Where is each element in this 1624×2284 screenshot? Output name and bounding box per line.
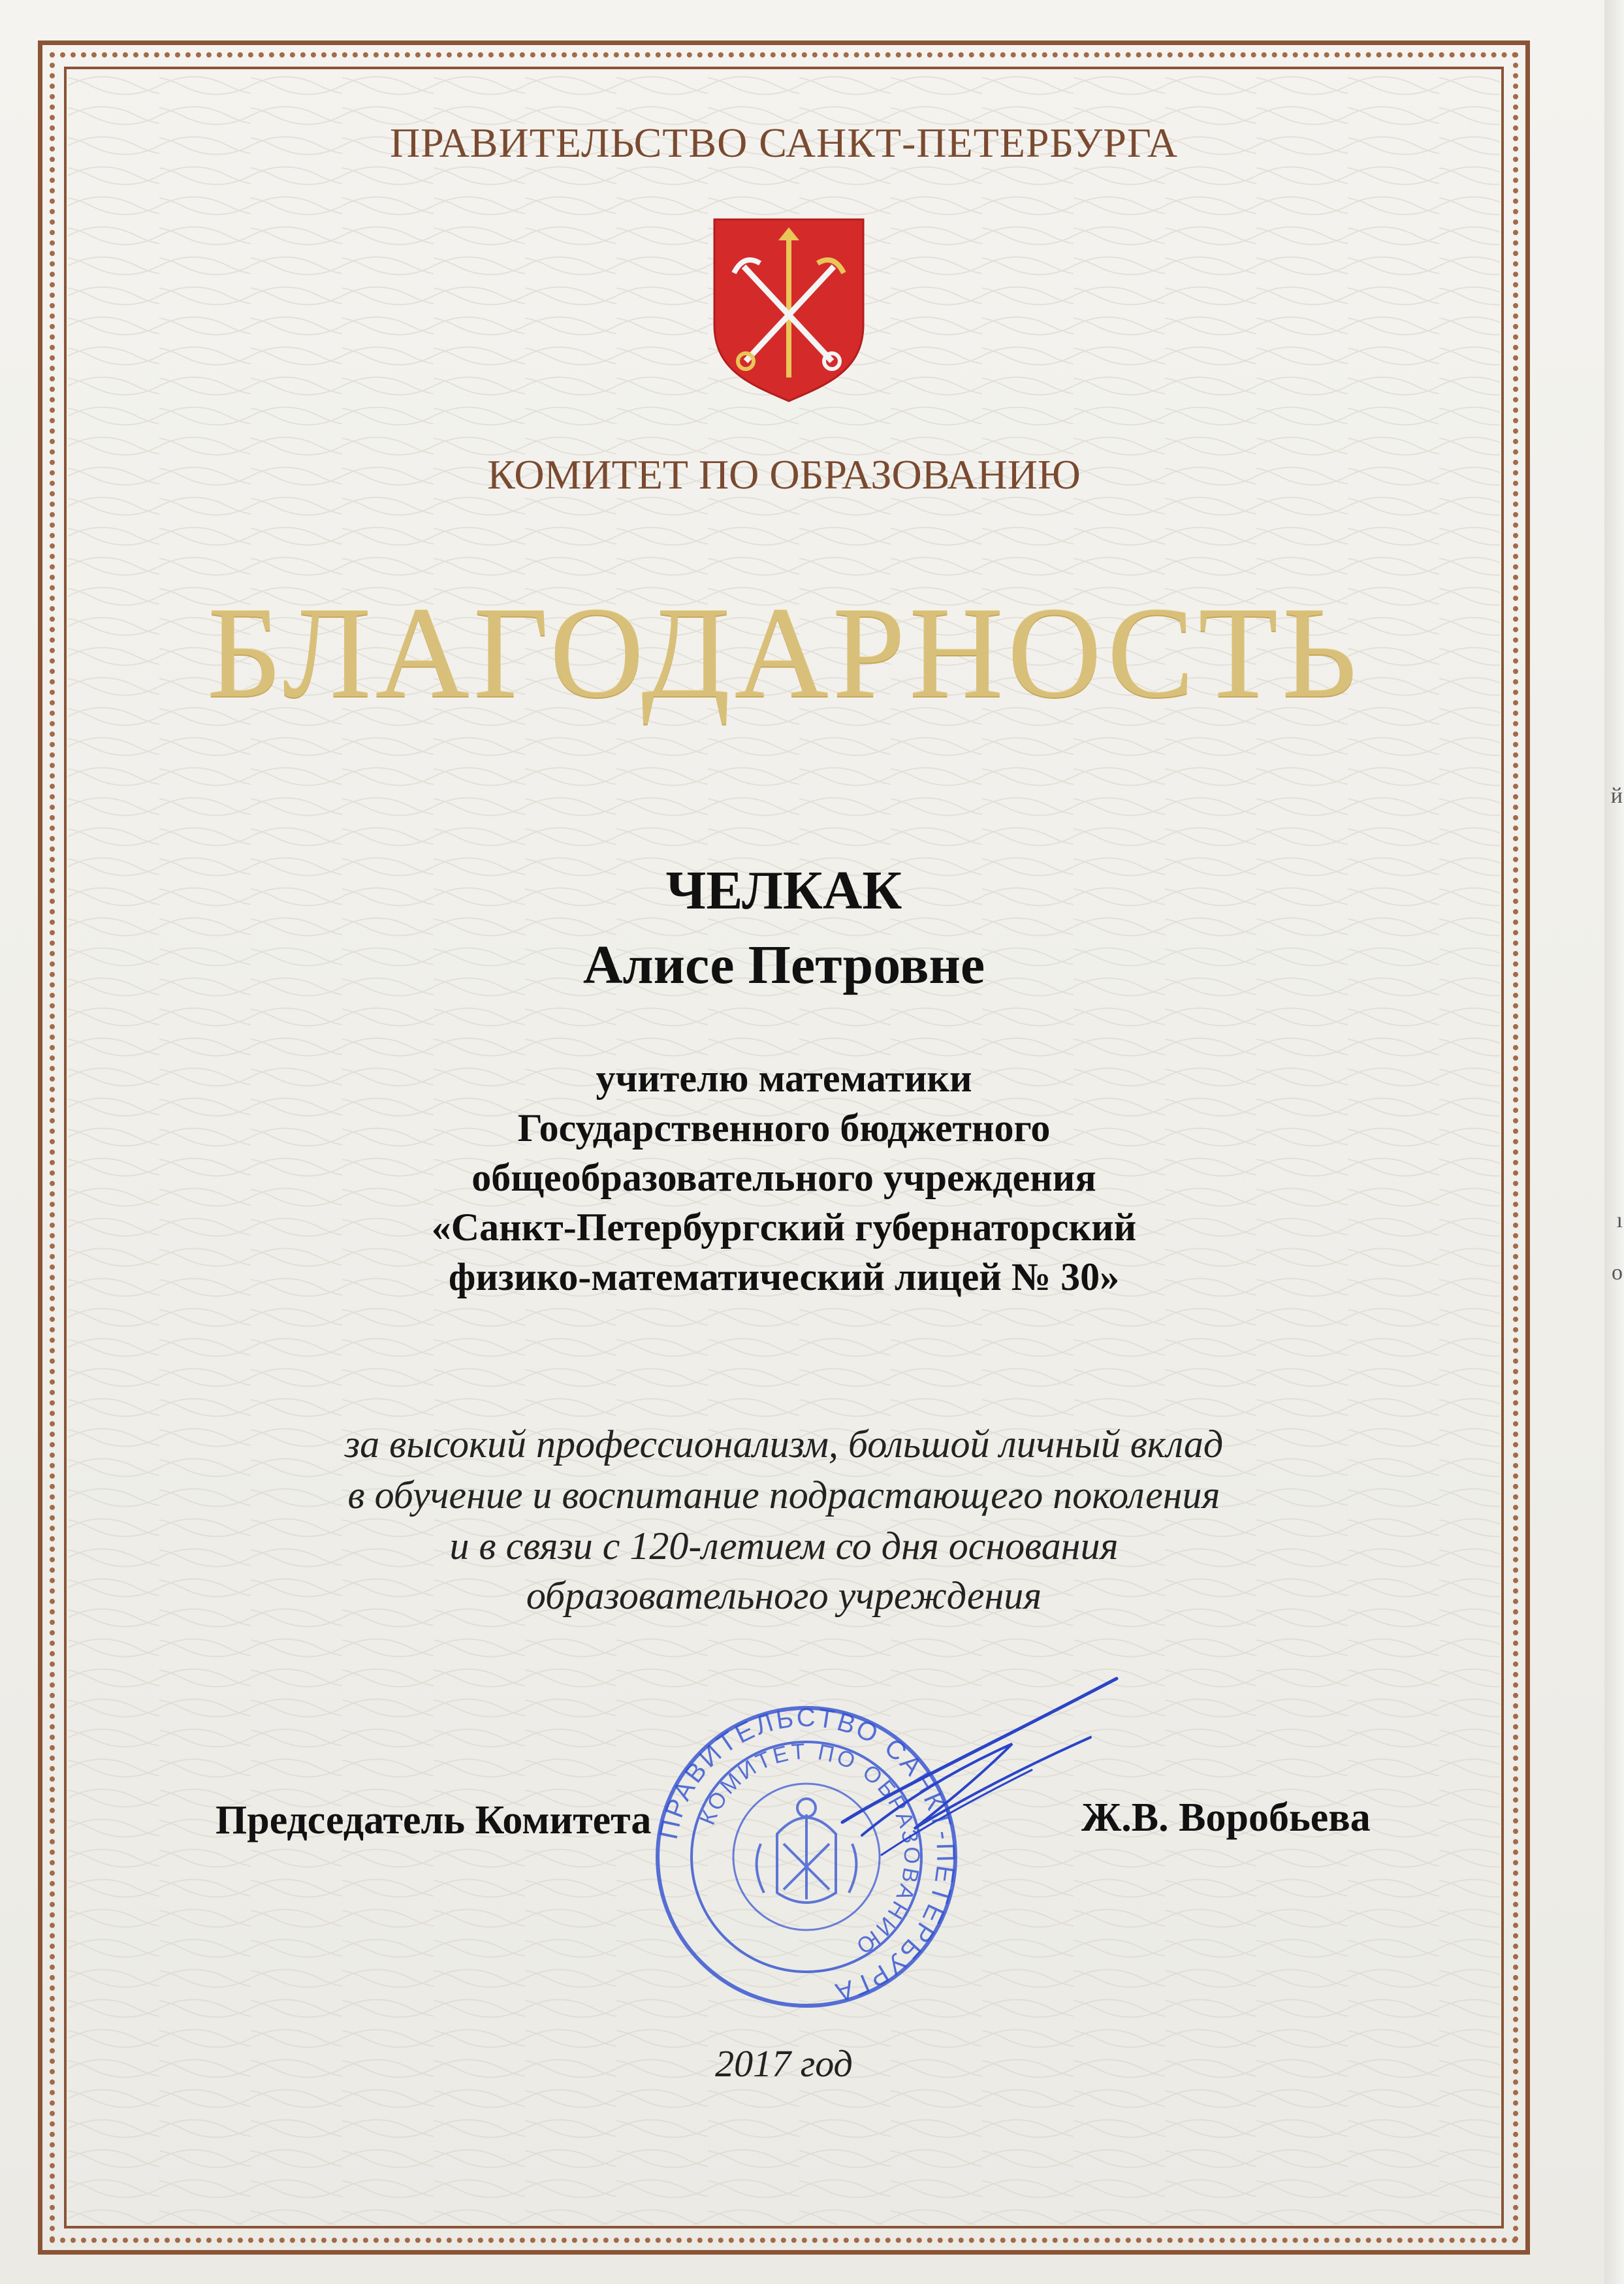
position-line: учителю математики — [596, 1057, 972, 1100]
recipient-surname: ЧЕЛКАК — [665, 860, 902, 921]
edge-fragment: о — [1612, 1261, 1623, 1285]
reason-line: и в связи с 120-летием со дня основания — [449, 1524, 1119, 1568]
spb-coat-of-arms-icon — [708, 214, 870, 405]
position-line: общеобразовательного учреждения — [471, 1156, 1096, 1199]
reason-line: образовательного учреждения — [526, 1574, 1042, 1617]
reason-line: за высокий профессионализм, большой личный вклад — [344, 1423, 1224, 1466]
committee-heading: КОМИТЕТ ПО ОБРАЗОВАНИЮ — [487, 451, 1081, 498]
recipient-name: Алисе Петровне — [582, 935, 985, 995]
stamp-outer-text: ПРАВИТЕЛЬСТВО САНКТ-ПЕТЕРБУРГА — [654, 1703, 960, 2008]
signatory-title: Председатель Комитета — [215, 1798, 652, 1842]
issue-year: 2017 год — [715, 2042, 853, 2085]
reason-line: в обучение и воспитание подрастающего поколения — [347, 1473, 1220, 1517]
edge-fragment: ı — [1616, 1208, 1623, 1232]
signatory-name: Ж.В. Воробьева — [1081, 1795, 1371, 1840]
position-line: Государственного бюджетного — [517, 1106, 1051, 1150]
position-line: «Санкт-Петербургский губернаторский — [431, 1206, 1137, 1249]
adjacent-page-edge — [1604, 0, 1624, 2284]
stamp-inner-text: КОМИТЕТ ПО ОБРАЗОВАНИЮ — [695, 1739, 925, 1961]
handwritten-signature — [816, 1672, 1156, 1881]
position-line: физико-математический лицей № 30» — [448, 1255, 1120, 1298]
document-title: БЛАГОДАРНОСТЬ — [207, 581, 1361, 725]
edge-fragment: й — [1610, 784, 1623, 808]
government-heading: ПРАВИТЕЛЬСТВО САНКТ-ПЕТЕРБУРГА — [389, 120, 1179, 166]
